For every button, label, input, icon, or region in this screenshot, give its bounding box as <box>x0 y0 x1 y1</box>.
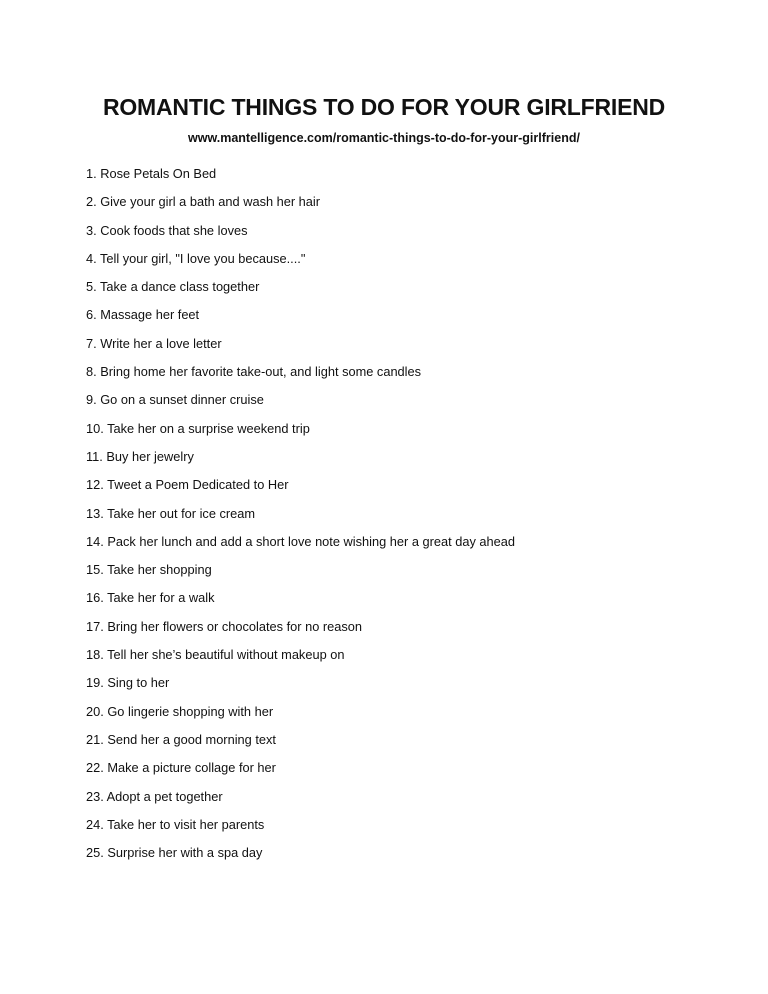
list-item: 16. Take her for a walk <box>86 590 215 606</box>
list-item: 18. Tell her she’s beautiful without makeup on <box>86 647 345 663</box>
list-item: 21. Send her a good morning text <box>86 731 276 747</box>
list-item: 24. Take her to visit her parents <box>86 816 265 832</box>
list-item: 13. Take her out for ice cream <box>86 505 256 521</box>
list-item: 4. Tell your girl, "I love you because...." <box>86 250 306 266</box>
list-item: 15. Take her shopping <box>86 562 212 578</box>
list-item: 12. Tweet a Poem Dedicated to Her <box>86 477 289 493</box>
list-item: 22. Make a picture collage for her <box>86 760 276 776</box>
list-item: 7. Write her a love letter <box>86 335 222 351</box>
list-item: 14. Pack her lunch and add a short love note wishing her a great day ahead <box>86 533 515 549</box>
page-title: ROMANTIC THINGS TO DO FOR YOUR GIRLFRIEND <box>102 94 666 120</box>
list-item: 19. Sing to her <box>86 675 170 691</box>
list-item: 10. Take her on a surprise weekend trip <box>86 420 310 436</box>
list-item: 17. Bring her flowers or chocolates for no reason <box>86 618 362 634</box>
list-item: 23. Adopt a pet together <box>86 788 223 804</box>
list-item: 9. Go on a sunset dinner cruise <box>86 392 264 408</box>
list-item: 11. Buy her jewelry <box>86 448 194 464</box>
list-item: 2. Give your girl a bath and wash her hair <box>86 194 321 210</box>
source-url: www.mantelligence.com/romantic-things-to-do-for-your-girlfriend/ <box>188 131 580 145</box>
romantic-ideas-list <box>86 165 726 872</box>
list-item: 20. Go lingerie shopping with her <box>86 703 274 719</box>
list-item: 6. Massage her feet <box>86 307 200 323</box>
list-item: 3. Cook foods that she loves <box>86 222 248 238</box>
list-item: 8. Bring home her favorite take-out, and light some candles <box>86 364 422 380</box>
list-item: 25. Surprise her with a spa day <box>86 845 263 861</box>
list-item: 1. Rose Petals On Bed <box>86 166 217 181</box>
list-item: 5. Take a dance class together <box>86 279 260 295</box>
